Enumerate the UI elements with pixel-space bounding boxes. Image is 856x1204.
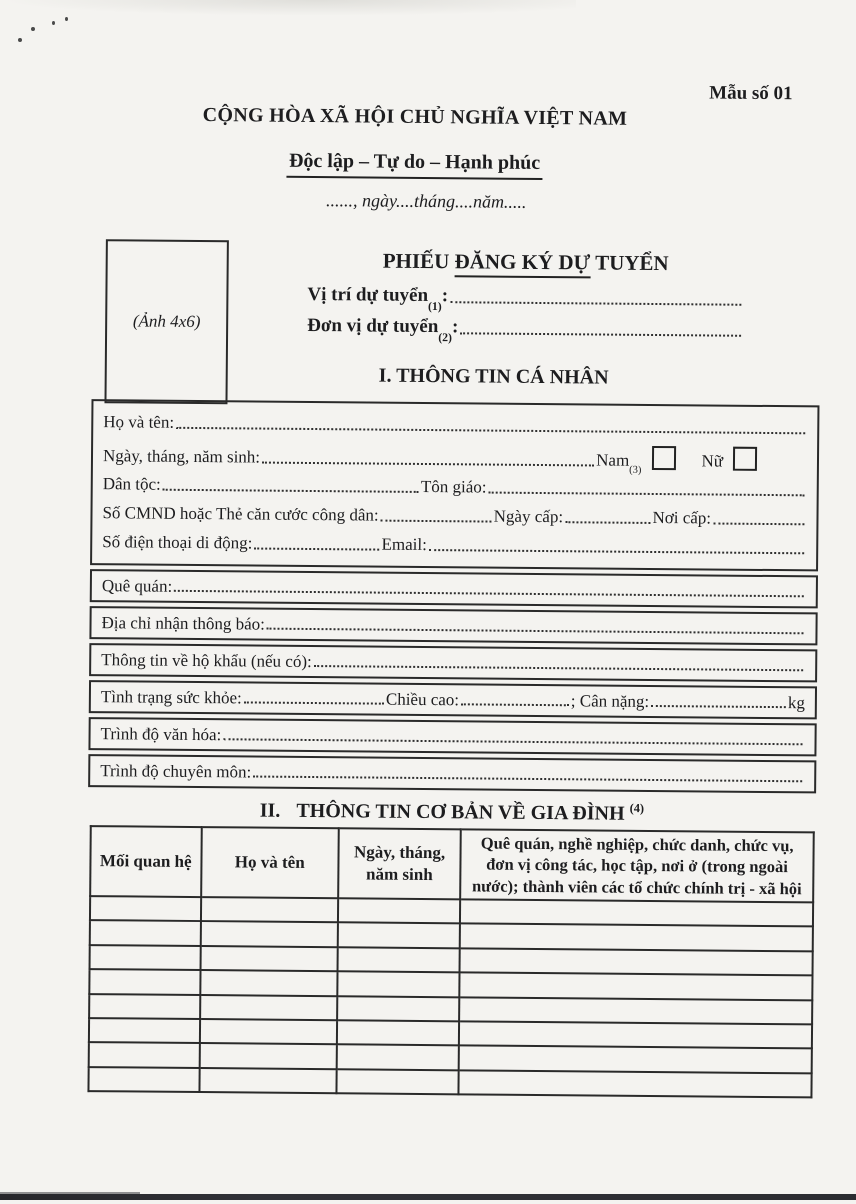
professional-level-box — [88, 754, 816, 793]
family-table-cell — [338, 923, 460, 948]
unit-applied-line — [307, 315, 743, 341]
photo-box — [104, 239, 228, 404]
family-table-cell — [337, 971, 459, 996]
family-table-cell — [89, 994, 200, 1019]
family-table-cell — [199, 1068, 337, 1094]
male-label: Nam — [596, 450, 629, 470]
dotted-fill-line — [314, 665, 803, 671]
hometown-label: Quê quán: — [102, 576, 173, 597]
dotted-fill-line — [267, 628, 804, 635]
professional-level-label: Trình độ chuyên môn: — [100, 761, 251, 782]
national-header — [0, 102, 855, 182]
weight-unit-label: kg — [788, 693, 805, 713]
dotted-fill-line — [565, 522, 650, 525]
family-table-cell — [89, 1042, 200, 1067]
position-applied-label: Vị trí dự tuyển — [307, 284, 428, 307]
dotted-fill-line — [223, 738, 802, 745]
family-table-cell — [199, 1019, 337, 1045]
personal-info-section — [88, 399, 819, 793]
scan-edge-band — [0, 1194, 856, 1200]
dob-line — [103, 441, 807, 472]
section2-title — [88, 798, 816, 827]
full-name-label: Họ và tên: — [103, 412, 174, 433]
checkbox-female — [733, 446, 757, 470]
ethnicity-label: Dân tộc: — [103, 475, 161, 496]
family-table-cell — [459, 1046, 812, 1073]
female-label: Nữ — [701, 451, 723, 471]
family-table-cell — [338, 898, 460, 923]
email-label: Email: — [381, 535, 427, 555]
date-line: ......, ngày....tháng....năm..... — [0, 187, 854, 215]
unit-applied-label: Đơn vị dự tuyển — [307, 315, 438, 338]
family-table-cell — [460, 948, 813, 975]
hometown-box — [90, 569, 818, 608]
family-table-row — [88, 1067, 811, 1098]
family-table-cell — [460, 924, 813, 951]
family-table-cell — [459, 997, 812, 1024]
dotted-fill-line — [163, 489, 419, 493]
form-title-part1: PHIẾU — [383, 249, 455, 274]
dob-label: Ngày, tháng, năm sinh: — [103, 446, 260, 467]
family-table-cell — [90, 920, 201, 945]
mobile-label: Số điện thoại di động: — [102, 532, 252, 553]
dotted-fill-line — [262, 461, 594, 466]
form-number-label: Mẫu số 01 — [709, 82, 793, 105]
family-table-header-row — [90, 826, 814, 902]
form-title-part3: TUYỂN — [590, 250, 669, 275]
family-table-cell — [337, 996, 459, 1021]
phone-email-line — [102, 532, 806, 558]
id-issue-place-label: Nơi cấp: — [652, 508, 711, 529]
dotted-fill-line — [429, 549, 804, 554]
footnote-ref-4: (4) — [630, 801, 645, 815]
photo-box-label: (Ảnh 4x6) — [133, 311, 201, 332]
family-table-cell — [199, 1043, 337, 1069]
family-table-header-relationship: Mối quan hệ — [90, 826, 201, 897]
personal-info-box — [90, 399, 819, 571]
family-table-cell — [459, 1021, 812, 1048]
national-motto-line2: Độc lập – Tự do – Hạnh phúc — [287, 150, 542, 180]
id-card-line — [102, 503, 806, 529]
family-table-header-dob: Ngày, tháng, năm sinh — [338, 828, 461, 899]
religion-label: Tôn giáo: — [421, 477, 487, 498]
dotted-fill-line — [176, 427, 805, 434]
section1-title: I. THÔNG TIN CÁ NHÂN — [379, 365, 609, 390]
ethnicity-religion-line — [103, 475, 807, 501]
weight-label: ; Cân nặng: — [571, 691, 650, 712]
family-table-cell — [337, 947, 459, 972]
dotted-fill-line — [460, 332, 741, 336]
dotted-fill-line — [450, 301, 741, 306]
family-table-cell — [200, 921, 338, 947]
id-issue-date-label: Ngày cấp: — [494, 507, 564, 528]
family-table-header-fullname: Họ và tên — [201, 827, 339, 898]
dotted-fill-line — [244, 701, 384, 704]
dotted-fill-line — [253, 776, 802, 783]
dotted-fill-line — [174, 590, 804, 597]
family-table-cell — [459, 972, 812, 999]
full-name-line — [103, 412, 807, 438]
health-label: Tình trạng sức khỏe: — [101, 687, 242, 708]
family-table-cell — [88, 1067, 199, 1092]
family-table-cell — [459, 1070, 812, 1097]
family-info-table — [87, 825, 814, 1098]
checkbox-male — [651, 446, 675, 470]
national-motto-line1: CỘNG HÒA XÃ HỘI CHỦ NGHĨA VIỆT NAM — [0, 102, 831, 132]
family-table-cell — [201, 897, 339, 923]
section2-title-text: THÔNG TIN CƠ BẢN VỀ GIA ĐÌNH — [296, 800, 624, 825]
notice-address-box — [89, 606, 817, 645]
family-table-cell — [200, 970, 338, 996]
family-table-header-details: Quê quán, nghề nghiệp, chức danh, chức vụ, đơn vị công tác, học tập, nơi ở (trong ngoài nước); thành viên các tổ chức chính trị - xã hội — [460, 829, 813, 902]
health-box — [89, 680, 817, 719]
dotted-fill-line — [713, 523, 804, 526]
dotted-fill-line — [461, 703, 569, 706]
family-table-cell — [460, 899, 813, 926]
dotted-fill-line — [489, 492, 805, 497]
family-table-cell — [89, 969, 200, 994]
household-info-label: Thông tin về hộ khẩu (nếu có): — [101, 650, 312, 672]
family-table-cell — [90, 896, 201, 921]
colon: : — [452, 316, 459, 338]
education-level-label: Trình độ văn hóa: — [100, 724, 221, 745]
family-table-body — [88, 896, 813, 1097]
section2-numeral: II. — [260, 800, 281, 822]
height-label: Chiều cao: — [386, 689, 459, 710]
dotted-fill-line — [651, 705, 786, 708]
family-table-cell — [200, 946, 338, 972]
form-title-part2: ĐĂNG KÝ DỰ — [454, 249, 590, 278]
dotted-fill-line — [254, 548, 379, 551]
family-table-cell — [337, 1045, 459, 1070]
family-table-cell — [337, 1020, 459, 1045]
family-table-cell — [89, 1018, 200, 1043]
family-table-cell — [336, 1069, 458, 1094]
family-table-cell — [90, 945, 201, 970]
id-number-label: Số CMND hoặc Thẻ căn cước công dân: — [102, 503, 378, 525]
family-table-cell — [200, 995, 338, 1021]
form-title — [308, 248, 744, 277]
colon: : — [442, 285, 449, 307]
position-applied-line — [307, 284, 743, 310]
dotted-fill-line — [381, 520, 492, 523]
education-level-box — [88, 717, 816, 756]
notice-address-label: Địa chỉ nhận thông báo: — [101, 613, 265, 634]
household-info-box — [89, 643, 817, 682]
